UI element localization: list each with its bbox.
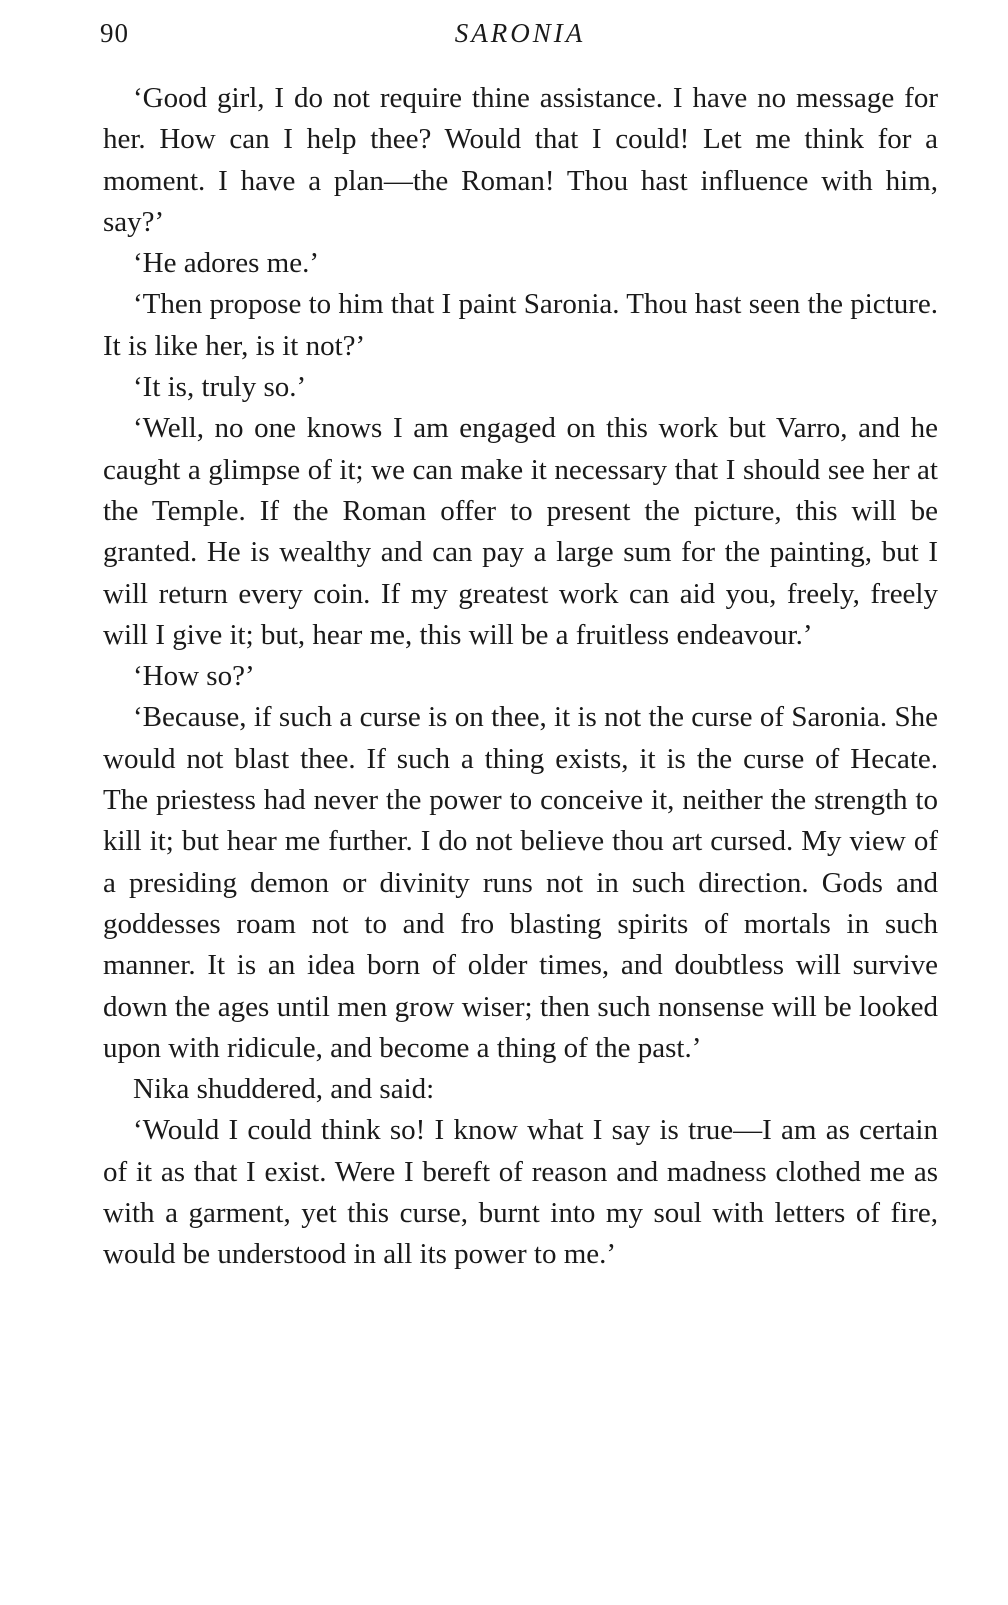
paragraph: ‘Well, no one knows I am engaged on this work but Varro, and he caught a glimpse of it; we can make it necessary that I should see her at the Temple. If the Roman offer to present the picture, this will be granted. He is wealthy and can pay a large sum for the painting, but I will return every coin. If my greatest work can aid you, freely, freely will I give it; but, hear me, this will be a fruitless endeavour.’	[103, 412, 938, 651]
paragraph: ‘It is, truly so.’	[133, 371, 307, 404]
paragraph: ‘Then propose to him that I paint Saronia. Thou hast seen the picture. It is like her, is it not?’	[103, 288, 938, 362]
body-text	[103, 78, 938, 1276]
paragraph: ‘Because, if such a curse is on thee, it is not the curse of Saronia. She would not blast thee. If such a thing exists, it is the curse of Hecate. The priestess had never the power to conceive it, neither the strength to kill it; but hear me further. I do not believe thou art cursed. My view of a presiding demon or divinity runs not in such direction. Gods and goddesses roam not to and fro blasting spirits of mortals in such manner. It is an idea born of older times, and doubtless will survive down the ages until men grow wiser; then such nonsense will be looked upon with ridicule, and become a thing of the past.’	[103, 701, 938, 1064]
page-number: 90	[100, 18, 129, 48]
paragraph: ‘Good girl, I do not require thine assistance. I have no message for her. How can I help thee? Would that I could! Let me think for a moment. I have a plan—the Roman! Thou hast influence with him, say?’	[103, 82, 938, 238]
paragraph: ‘Would I could think so! I know what I say is true—I am as certain of it as that I exist. Were I bereft of reason and madness clothed me as with a garment, yet this curse, burnt into my soul with letters of fire, would be understood in all its power to me.’	[103, 1114, 938, 1271]
paragraph: ‘How so?’	[133, 660, 255, 693]
running-title: SARONIA	[454, 18, 586, 48]
paragraph: Nika shuddered, and said:	[133, 1073, 435, 1106]
paragraph: ‘He adores me.’	[133, 247, 319, 280]
page-header	[100, 12, 940, 56]
